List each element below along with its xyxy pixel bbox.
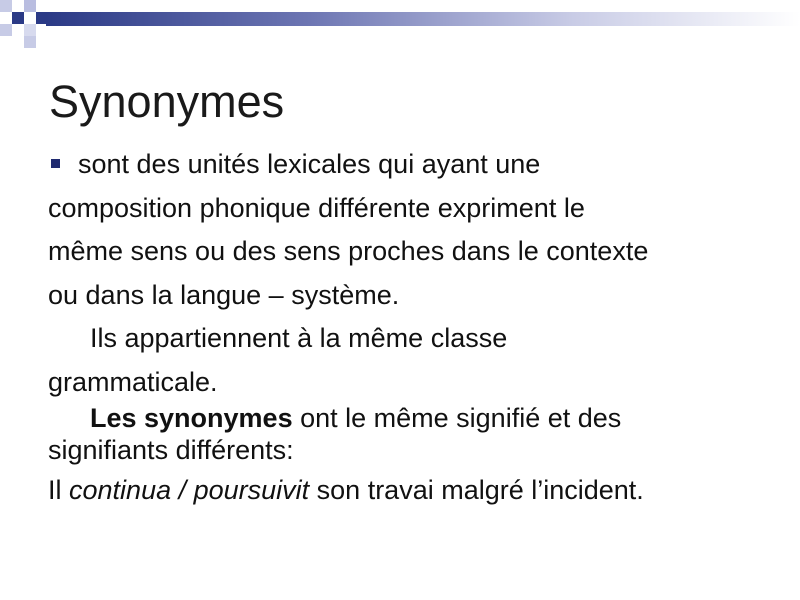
body-line-1: composition phonique différente expriment le	[48, 193, 585, 223]
synonymes-bold: Les synonymes	[90, 403, 293, 433]
synonymes-line	[90, 402, 621, 434]
classe-line: Ils appartiennent à la même classe	[90, 323, 508, 353]
slide-title: Synonymes	[49, 76, 285, 127]
example-suffix: son travai malgré l’incident.	[309, 475, 644, 505]
classe-cont-line: grammaticale.	[48, 367, 218, 397]
example-italic: continua / poursuivit	[69, 475, 310, 505]
body-line-3: ou dans la langue – système.	[48, 280, 400, 310]
header-gradient-bar	[46, 12, 800, 26]
signifiants-line: signifiants différents:	[48, 435, 294, 465]
bullet-square-icon	[51, 159, 60, 168]
example-prefix: Il	[48, 475, 70, 505]
synonymes-rest: ont le même signifié et des	[292, 403, 622, 433]
body-line-2: même sens ou des sens proches dans le contexte	[48, 236, 649, 266]
bullet-text: sont des unités lexicales qui ayant une	[78, 149, 541, 179]
example-line	[48, 474, 644, 506]
